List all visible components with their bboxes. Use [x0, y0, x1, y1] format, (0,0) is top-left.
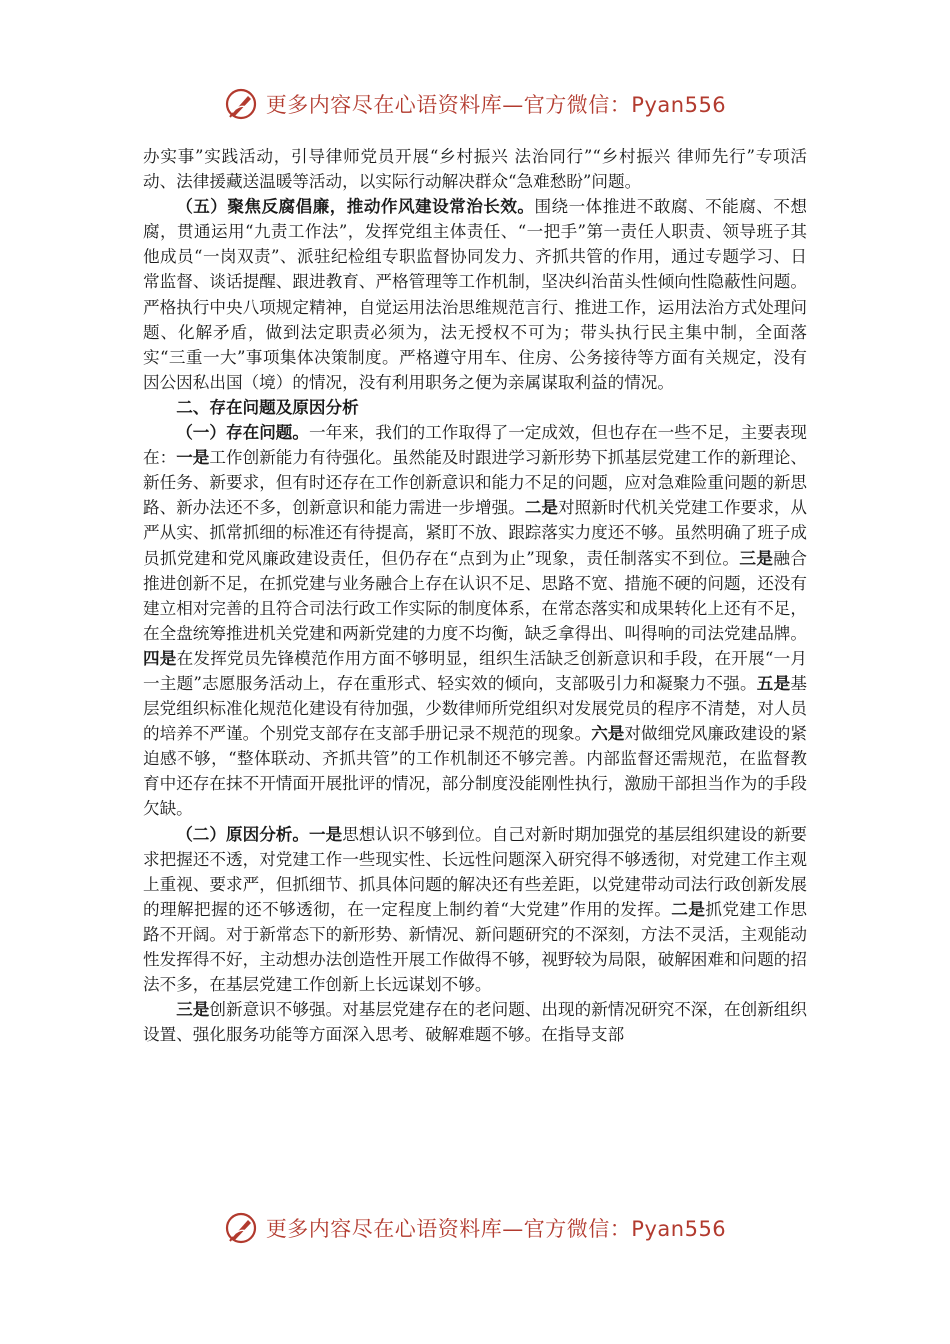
footer-banner-text: 更多内容尽在心语资料库—官方微信：Pyan556 [265, 1217, 727, 1241]
header-banner [0, 84, 950, 124]
paragraph-2: （五）聚焦反腐倡廉，推动作风建设常治长效。围绕一体推进不敢腐、不能腐、不想腐，贯通运用“九责工作法”，发挥党组主体责任、“一把手”第一责任人职责、领导班子其他成员“一岗双责”、派驻纪检组专职监督协同发力、齐抓共管的作用，通过专题学习、日常监督、谈话提醒、跟进教育、严格管理等工作机制，坚决纠治苗头性倾向性隐蔽性问题。严格执行中央八项规定精神，自觉运用法治思维规范言行、推进工作，运用法治方式处理问题、化解矛盾，做到法定职责必须为，法无授权不可为；带头执行民主集中制，全面落实“三重一大”事项集体决策制度。严格遵守用车、住房、公务接待等方面有关规定，没有因公因私出国（境）的情况，没有利用职务之便为亲属谋取利益的情况。 [143, 196, 808, 392]
document-body [143, 144, 807, 1047]
problems-heading: （一）存在问题。 [176, 422, 309, 443]
paragraph-causes: （二）原因分析。一是思想认识不够到位。自己对新时期加强党的基层组织建设的新要求把握还不透，对党建工作一些现实性、长远性问题深入研究得不够透彻，对党建工作主观上重视、要求严，但抓细节、抓具体问题的解决还有些差距，以党建带动司法行政创新发展的理解把握的还不够透彻，在一定程度上制约着“大党建”作用的发挥。二是抓党建工作思路不开阔。对于新常态下的新形势、新情况、新问题研究的不深刻，方法不灵活，主观能动性发挥得不好，主动想办法创造性开展工作做得不够，视野较为局限，破解困难和问题的招法不多，在基层党建工作创新上长远谋划不够。 [143, 823, 808, 995]
paragraph-problems: （一）存在问题。一年来，我们的工作取得了一定成效，但也存在一些不足，主要表现在：一是工作创新能力有待强化。虽然能及时跟进学习新形势下抓基层党建工作的新理论、新任务、新要求，但有时还存在工作创新意识和能力不足的问题，应对急难险重问题的新思路、新办法还不多，创新意识和能力需进一步增强。二是对照新时代机关党建工作要求，从严从实、抓常抓细的标准还有待提高，紧盯不放、跟踪落实力度还不够。虽然明确了班子成员抓党建和党风廉政建设责任，但仍存在“点到为止”现象，责任制落实不到位。三是融合推进创新不足，在抓党建与业务融合上存在认识不足、思路不宽、措施不硬的问题，还没有建立相对完善的且符合司法行政工作实际的制度体系，在常态落实和成果转化上还有不足，在全盘统筹推进机关党建和两新党建的力度不均衡，缺乏拿得出、叫得响的司法党建品牌。四是在发挥党员先锋模范作用方面不够明显，组织生活缺乏创新意识和手段，在开展“一月一主题”志愿服务活动上，存在重形式、轻实效的倾向，支部吸引力和凝聚力不强。五是基层党组织标准化规范化建设有待加强，少数律师所党组织对发展党员的程序不清楚，对人员的培养不严谨。个别党支部存在支部手册记录不规范的现象。六是对做细党风廉政建设的紧迫感不够，“整体联动、齐抓共管”的工作机制还不够完善。内部监督还需规范，在监督教育中还存在抹不开情面开展批评的情况，部分制度没能刚性执行，激励干部担当作为的手段欠缺。 [143, 422, 808, 819]
causes-heading: （二）原因分析。 [176, 823, 309, 844]
paragraph-cause-3: 三是创新意识不够强。对基层党建存在的老问题、出现的新情况研究不深，在创新组织设置、强化服务功能等方面深入思考、破解难题不够。在指导支部 [143, 999, 807, 1045]
section-2-title: 二、存在问题及原因分析 [176, 396, 359, 417]
pen-logo-icon [224, 87, 258, 121]
pen-logo-icon [224, 1211, 258, 1245]
section-5-heading: （五）聚焦反腐倡廉，推动作风建设常治长效。 [176, 196, 535, 217]
footer-banner [0, 1208, 950, 1248]
paragraph-1: 办实事”实践活动，引导律师党员开展“乡村振兴 法治同行”“乡村振兴 律师先行”专项活动、法律援藏送温暖等活动，以实际行动解决群众“急难愁盼”问题。 [143, 147, 807, 192]
header-banner-text: 更多内容尽在心语资料库—官方微信：Pyan556 [265, 93, 727, 117]
